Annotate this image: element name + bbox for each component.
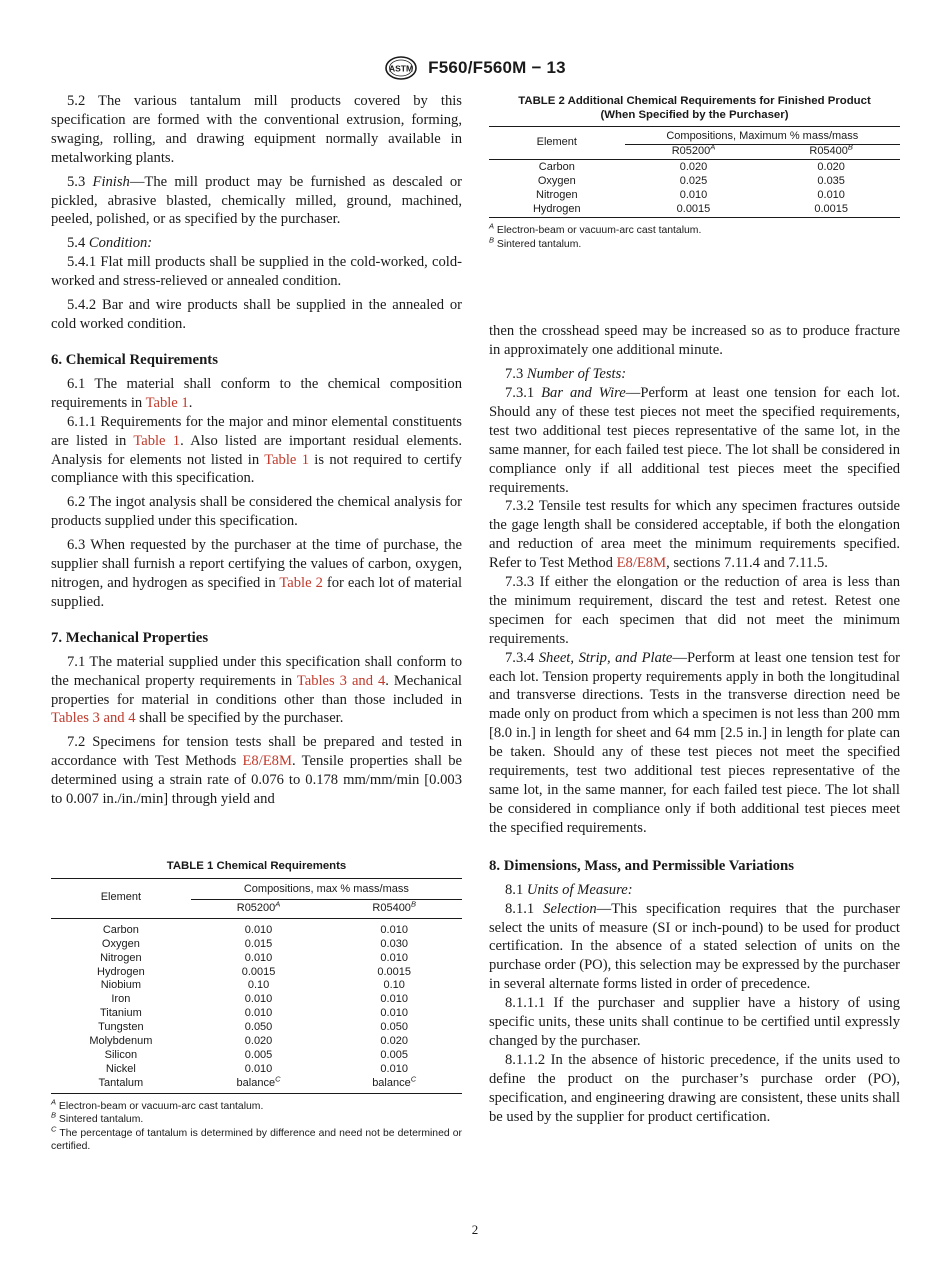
- value-cell: 0.050: [244, 1021, 273, 1034]
- table-1-caption: TABLE 1 Chemical Requirements: [166, 860, 347, 872]
- document-designation: F560/F560M − 13: [428, 58, 566, 77]
- para-5-4-2: 5.4.2 Bar and wire products shall be supplied in the annealed or cold worked condition.: [51, 297, 462, 332]
- element-cell: Titanium: [99, 1007, 142, 1020]
- table-1-link[interactable]: Table 1: [145, 394, 189, 411]
- value-cell: 0.015: [244, 937, 273, 950]
- section-7-heading: 7. Mechanical Properties: [51, 629, 209, 646]
- element-cell: Niobium: [100, 979, 142, 992]
- element-cell: Iron: [111, 993, 131, 1006]
- value-cell: 0.10: [383, 979, 405, 992]
- value-cell: 0.030: [380, 937, 408, 950]
- column-header-r05200: $R05200^A$: [625, 144, 763, 159]
- para-6-1: 6.1 The material shall conform to the chemical composition requirements in Table 1.: [51, 375, 462, 411]
- column-header-r05400: $R05400^B$: [326, 899, 462, 918]
- table-row: [51, 1035, 462, 1049]
- table-1-footnote: $^A$ Electron-beam or vacuum-arc cast tantalum.: [51, 1097, 264, 1112]
- value-cell: 0.005: [244, 1048, 273, 1061]
- svg-text:ASTM: ASTM: [389, 63, 414, 74]
- value-cell: 0.010: [817, 188, 845, 201]
- column-header-r05200: $R05200^A$: [191, 899, 327, 918]
- value-cell: 0.010: [244, 993, 273, 1006]
- para-7-2-continued: then the crosshead speed may be increased so as to produce fracture in approximately one additional minute.: [489, 323, 900, 359]
- para-7-3: 7.3 Number of Tests:: [505, 366, 627, 383]
- value-cell: 0.010: [380, 951, 408, 964]
- table-row: [51, 1021, 462, 1035]
- value-cell: balance$^C$: [326, 1077, 462, 1093]
- table-row: [51, 1077, 462, 1093]
- column-header-r05400: $R05400^B$: [762, 144, 900, 159]
- para-5-4-1: 5.4.1 Flat mill products shall be supplied in the cold-worked, cold-worked and stress-relieved or annealed condition.: [51, 254, 462, 290]
- table-2-footnote: $^A$ Electron-beam or vacuum-arc cast tantalum.: [489, 221, 702, 237]
- value-cell: balance$^C$: [191, 1077, 327, 1093]
- table-2-grid: [489, 126, 900, 218]
- value-cell: 0.10: [247, 979, 270, 992]
- table-row: [51, 938, 462, 952]
- value-cell: 0.050: [380, 1021, 408, 1034]
- para-7-3-1: 7.3.1 Bar and Wire—Perform at least one tension for each lot. Should any of these test pieces not meet the specified requirements, test two additional test pieces representative of the same lot, in the same manner, for each failed test piece. The lot shall be considered in compliance only if all additional test pieces meet the specified requirements.: [489, 384, 900, 496]
- section-6-heading: 6. Chemical Requirements: [51, 351, 218, 368]
- e8-e8m-link[interactable]: E8/E8M: [616, 555, 667, 572]
- para-7-3-2: 7.3.2 Tensile test results for which any specimen fractures outside the gage length shall be considered acceptable, if both the elongation and reduction of area meet the minimum requirements specified. Refer to Test Method E8/E8M, sections 7.11.4 and 7.11.5.: [489, 498, 900, 572]
- table-row: [489, 175, 900, 189]
- table-row: [51, 1007, 462, 1021]
- table-row: [51, 1063, 462, 1077]
- table-2-caption: TABLE 2 Additional Chemical Requirements for Finished Product (When Specified by the Purchaser): [518, 95, 871, 121]
- table-row: [489, 189, 900, 203]
- value-cell: 0.010: [244, 1062, 273, 1075]
- element-cell: Carbon: [538, 160, 575, 173]
- tables-3-and-4-link[interactable]: Tables 3 and 4: [51, 710, 136, 727]
- value-cell: 0.020: [380, 1035, 408, 1048]
- element-cell: Hydrogen: [489, 203, 625, 218]
- value-cell: 0.010: [244, 923, 273, 936]
- table-1-footnote: $^B$ Sintered tantalum.: [51, 1110, 144, 1126]
- para-7-2: 7.2 Specimens for tension tests shall be prepared and tested in accordance with Test Methods E8/E8M. Tensile properties shall be determined using a strain rate of 0.076 to 0.178 mm/mm/min [0.003 to 0.007 in./in./min] through yield and: [51, 734, 462, 808]
- table-1-grid: [51, 878, 462, 1094]
- value-cell: 0.010: [380, 1007, 408, 1020]
- value-cell: 0.020: [679, 160, 708, 173]
- table-2-link[interactable]: Table 2: [279, 574, 323, 591]
- para-8-1: 8.1 Units of Measure:: [505, 881, 633, 898]
- value-cell: 0.010: [380, 993, 408, 1006]
- table-row: [489, 159, 900, 174]
- para-6-1-1: 6.1.1 Requirements for the major and minor elemental constituents are listed in Table 1. Also listed are important residual elements. Analysis for elements not listed in Table 1 is not required to certify compliance with this specification.: [51, 413, 462, 487]
- value-cell: 0.010: [380, 923, 408, 936]
- column-header-compositions: Compositions, Maximum % mass/mass: [625, 127, 900, 145]
- value-cell: 0.035: [817, 174, 845, 187]
- element-cell: Carbon: [102, 923, 139, 936]
- value-cell: 0.010: [244, 951, 273, 964]
- e8-e8m-link[interactable]: E8/E8M: [242, 753, 292, 770]
- table-2-footnote: $^B$ Sintered tantalum.: [489, 235, 582, 250]
- para-7-1: 7.1 The material supplied under this specification shall conform to the mechanical property requirements in Tables 3 and 4. Mechanical properties for material in conditions other than those included in Tables 3 and 4 shall be specified by the purchaser.: [51, 653, 462, 727]
- table-1-link[interactable]: Table 1: [264, 451, 309, 468]
- table-row: [489, 203, 900, 218]
- table-1-link[interactable]: Table 1: [133, 432, 181, 449]
- para-5-3: 5.3 Finish—The mill product may be furnished as descaled or pickled, abrasive blasted, chemically milled, ground, machined, peeled, polished, or as specified by the purchaser.: [51, 173, 462, 228]
- value-cell: 0.025: [679, 174, 708, 187]
- table-1: [51, 859, 462, 1153]
- table-row: [51, 966, 462, 980]
- element-cell: Oxygen: [537, 174, 576, 187]
- value-cell: 0.010: [244, 1007, 273, 1020]
- column-header-element: Element: [51, 879, 191, 919]
- column-header-compositions: Compositions, max % mass/mass: [191, 879, 462, 900]
- value-cell: 0.020: [244, 1035, 273, 1048]
- element-cell: Tungsten: [98, 1021, 144, 1034]
- table-2: [489, 94, 900, 251]
- element-cell: Oxygen: [101, 937, 140, 950]
- element-cell: Nickel: [105, 1062, 136, 1075]
- value-cell: 0.010: [380, 1062, 408, 1075]
- value-cell: 0.020: [817, 160, 845, 173]
- page-number: 2: [471, 1222, 479, 1237]
- table-row: [51, 1049, 462, 1063]
- table-row: [51, 952, 462, 966]
- element-cell: Silicon: [104, 1048, 138, 1061]
- value-cell: 0.0015: [762, 203, 900, 218]
- table-row: [51, 993, 462, 1007]
- element-cell: Nitrogen: [536, 188, 578, 201]
- astm-logo-icon: [384, 56, 418, 80]
- para-7-3-3: 7.3.3 If either the elongation or the reduction of area is less than the minimum requirement, discard the test and retest. Retest one specimen for each specimen that did not meet the minimum requirements.: [489, 574, 900, 647]
- para-6-3: 6.3 When requested by the purchaser at the time of purchase, the supplier shall furnish a report certifying the values of carbon, oxygen, nitrogen, and hydrogen as specified in Table 2 for each lot of material supplied.: [51, 537, 462, 610]
- table-row: [51, 918, 462, 937]
- para-5-2: 5.2 The various tantalum mill products covered by this specification are formed with the conventional extrusion, forming, swaging, rolling, and drawing equipment normally available in metalworking plants.: [51, 93, 462, 166]
- value-cell: 0.010: [679, 188, 708, 201]
- element-cell: Hydrogen: [97, 965, 145, 978]
- element-cell: Molybdenum: [89, 1035, 153, 1048]
- para-8-1-1-2: 8.1.1.2 In the absence of historic precedence, if the units used to define the product on the purchaser’s purchase order (PO), specification, and engineering drawing are consistent, these units shall be used by the supplier for product certification.: [489, 1051, 900, 1125]
- section-8-heading: 8. Dimensions, Mass, and Permissible Variations: [489, 857, 795, 874]
- page-header: [0, 56, 950, 82]
- tables-3-and-4-link[interactable]: Tables 3 and 4: [296, 672, 386, 689]
- value-cell: 0.005: [380, 1048, 408, 1061]
- table-1-footnote: $^C$ The percentage of tantalum is determined by difference and need not be determined or certified.: [51, 1124, 462, 1152]
- element-cell: Nitrogen: [100, 951, 142, 964]
- left-column: [51, 92, 462, 1153]
- para-6-2: 6.2 The ingot analysis shall be considered the chemical analysis for products supplied under this specification.: [51, 494, 462, 530]
- value-cell: 0.0015: [625, 203, 763, 218]
- right-column: [489, 92, 900, 1127]
- para-8-1-1: 8.1.1 Selection—This specification requires that the purchaser select the units of measure (SI or inch-pound) to be used for product certification. In the absence of a stated selection of units on the purchase order (PO), this selection may be expressed by the purchaser in several alternate forms listed in order of precedence.: [489, 900, 900, 993]
- column-header-element: Element: [489, 127, 625, 160]
- value-cell: 0.0015: [241, 965, 276, 978]
- element-cell: Tantalum: [51, 1077, 191, 1093]
- para-8-1-1-1: 8.1.1.1 If the purchaser and supplier have a history of using specific units, these units shall continue to be certified until expressly changed by the purchaser.: [489, 995, 900, 1049]
- para-7-3-4: 7.3.4 Sheet, Strip, and Plate—Perform at least one tension test for each lot. Tension property requirements apply in both the longitudinal and transverse directions. Tests in the transverse direction need be made only on product from which a specimen is not less than 200 mm [8.0 in.] in length for sheet and 64 mm [2.5 in.] in length for plate can be taken. Should any of these test pieces not meet the specified requirements, test two additional test pieces representative of the same lot, in the same manner, for each failed test piece. The lot shall be considered in compliance only if both additional test pieces meet the specified requirements.: [489, 649, 900, 836]
- para-5-4: 5.4 Condition:: [67, 235, 153, 252]
- value-cell: 0.0015: [377, 965, 411, 978]
- table-row: [51, 979, 462, 993]
